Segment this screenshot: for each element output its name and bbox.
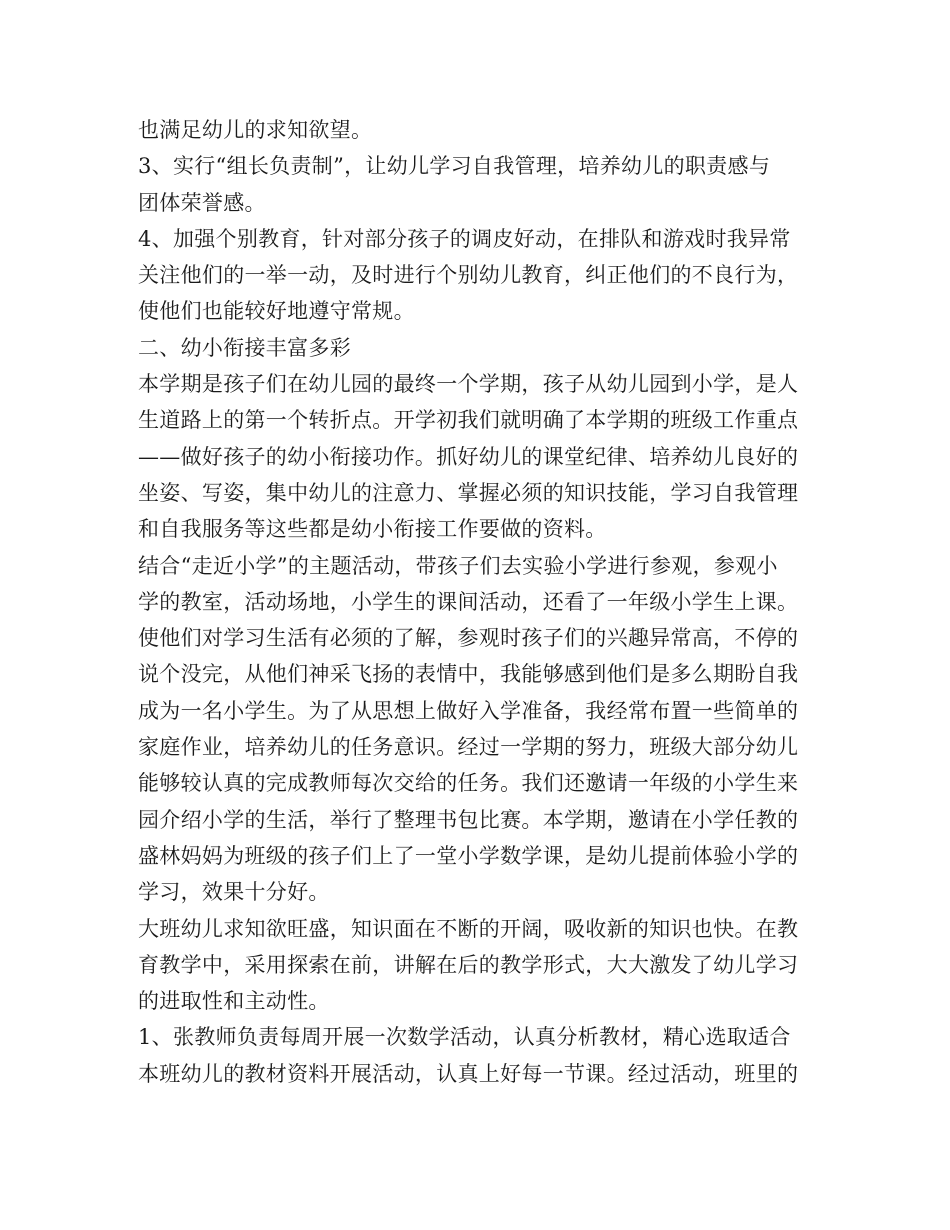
text-line: 生道路上的第一个转折点。开学初我们就明确了本学期的班级工作重点 (138, 408, 799, 433)
text-line: 园介绍小学的生活，举行了整理书包比赛。本学期，邀请在小学任教的 (138, 807, 799, 832)
section-heading: 二、幼小衔接丰富多彩 (138, 335, 351, 360)
text-line: 盛林妈妈为班级的孩子们上了一堂小学数学课，是幼儿提前体验小学的 (138, 843, 799, 868)
text-line: 4、加强个别教育，针对部分孩子的调皮好动，在排队和游戏时我异常 (138, 226, 791, 251)
text-line: 团体荣誉感。 (138, 190, 266, 215)
text-line: ——做好孩子的幼小衔接功作。抓好幼儿的课堂纪律、培养幼儿良好的 (138, 444, 799, 469)
text-line: 3、实行“组长负责制”，让幼儿学习自我管理，培养幼儿的职责感与 (138, 154, 771, 179)
text-line: 育教学中，采用探索在前，讲解在后的教学形式，大大激发了幼儿学习 (138, 952, 799, 977)
text-line: 和自我服务等这些都是幼小衔接工作要做的资料。 (138, 517, 607, 542)
text-line: 关注他们的一举一动，及时进行个别幼儿教育，纠正他们的不良行为， (138, 263, 799, 288)
text-line: 本学期是孩子们在幼儿园的最终一个学期，孩子从幼儿园到小学，是人 (138, 372, 799, 397)
document-body (138, 112, 818, 1092)
text-line: 能够较认真的完成教师每次交给的任务。我们还邀请一年级的小学生来 (138, 771, 799, 796)
text-line: 的进取性和主动性。 (138, 989, 330, 1014)
text-line: 说个没完，从他们神采飞扬的表情中，我能够感到他们是多么期盼自我 (138, 662, 799, 687)
text-line: 使他们对学习生活有必须的了解，参观时孩子们的兴趣异常高，不停的 (138, 626, 799, 651)
text-line: 本班幼儿的教材资料开展活动，认真上好每一节课。经过活动，班里的 (138, 1061, 799, 1086)
text-line: 大班幼儿求知欲旺盛，知识面在不断的开阔，吸收新的知识也快。在教 (138, 916, 799, 941)
text-line: 家庭作业，培养幼儿的任务意识。经过一学期的努力，班级大部分幼儿 (138, 735, 799, 760)
text-line: 学的教室，活动场地，小学生的课间活动，还看了一年级小学生上课。 (138, 589, 799, 614)
text-line: 成为一名小学生。为了从思想上做好入学准备，我经常布置一些简单的 (138, 698, 799, 723)
text-line: 1、张教师负责每周开展一次数学活动，认真分析教材，精心选取适合 (138, 1025, 791, 1050)
text-line: 坐姿、写姿，集中幼儿的注意力、掌握必须的知识技能，学习自我管理 (138, 480, 799, 505)
text-line: 使他们也能较好地遵守常规。 (138, 299, 415, 324)
text-line: 结合“走近小学”的主题活动，带孩子们去实验小学进行参观，参观小 (138, 553, 778, 578)
text-line: 学习，效果十分好。 (138, 880, 330, 905)
text-line: 也满足幼儿的求知欲望。 (138, 118, 373, 142)
